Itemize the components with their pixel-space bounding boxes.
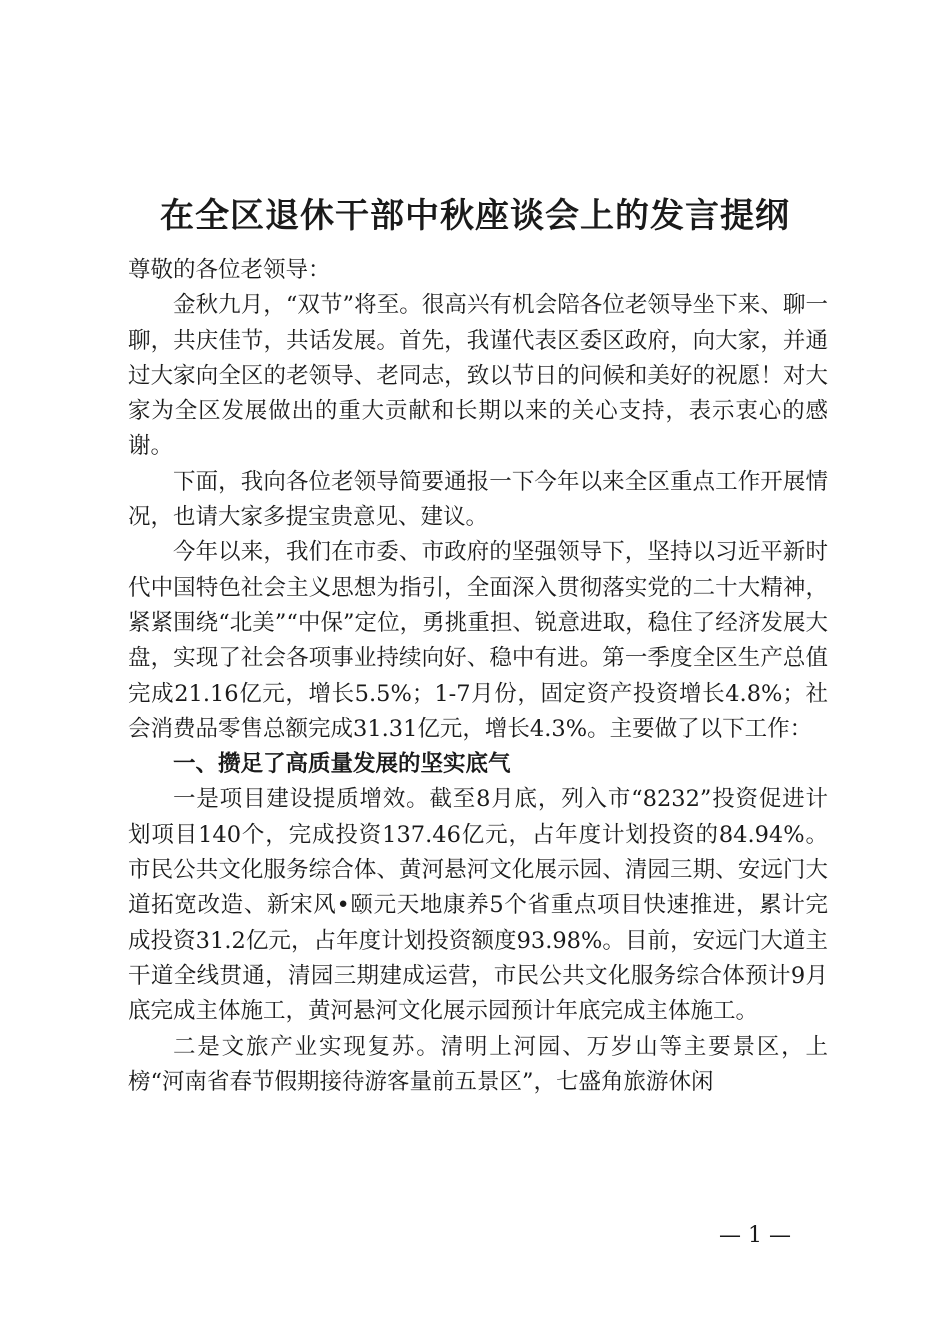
paragraph: 下面，我向各位老领导简要通报一下今年以来全区重点工作开展情况，也请大家多提宝贵意见、建议。 [128, 468, 828, 531]
paragraph: 一是项目建设提质增效。截至8月底，列入市“8232”投资促进计划项目140个，完成投资137.46亿元，占年度计划投资的84.94%。市民公共文化服务综合体、黄河悬河文化展示园、清园三期、安远门大道拓宽改造、新宋风•颐元天地康养5个省重点项目快速推进，累计完成投资31.2亿元，占年度计划投资额度93.98%。目前，安远门大道主干道全线贯通，清园三期建成运营，市民公共文化服务综合体预计9月底完成主体施工，黄河悬河文化展示园预计年底完成主体施工。 [128, 786, 828, 1025]
document-body [128, 253, 828, 1100]
section-heading: 一、攒足了高质量发展的坚实底气 [173, 751, 511, 778]
paragraph: 二是文旅产业实现复苏。清明上河园、万岁山等主要景区，上榜“河南省春节假期接待游客量前五景区”，七盛角旅游休闲 [128, 1033, 828, 1095]
salutation: 尊敬的各位老领导： [128, 257, 331, 283]
paragraph: 金秋九月，“双节”将至。很高兴有机会陪各位老领导坐下来、聊一聊，共庆佳节，共话发展。首先，我谨代表区委区政府，向大家，并通过大家向全区的老领导、老同志，致以节日的问候和美好的祝愿！对大家为全区发展做出的重大贡献和长期以来的关心支持，表示衷心的感谢。 [128, 292, 828, 460]
document-title: 在全区退休干部中秋座谈会上的发言提纲 [160, 196, 790, 236]
page-number: — 1 — [719, 1223, 791, 1248]
paragraph: 今年以来，我们在市委、市政府的坚强领导下，坚持以习近平新时代中国特色社会主义思想为指引，全面深入贯彻落实党的二十大精神，紧紧围绕“北美”“中保”定位，勇挑重担、锐意进取，稳住了经济发展大盘，实现了社会各项事业持续向好、稳中有进。第一季度全区生产总值完成21.16亿元，增长5.5%；1-7月份，固定资产投资增长4.8%；社会消费品零售总额完成31.31亿元，增长4.3%。主要做了以下工作： [128, 539, 828, 742]
